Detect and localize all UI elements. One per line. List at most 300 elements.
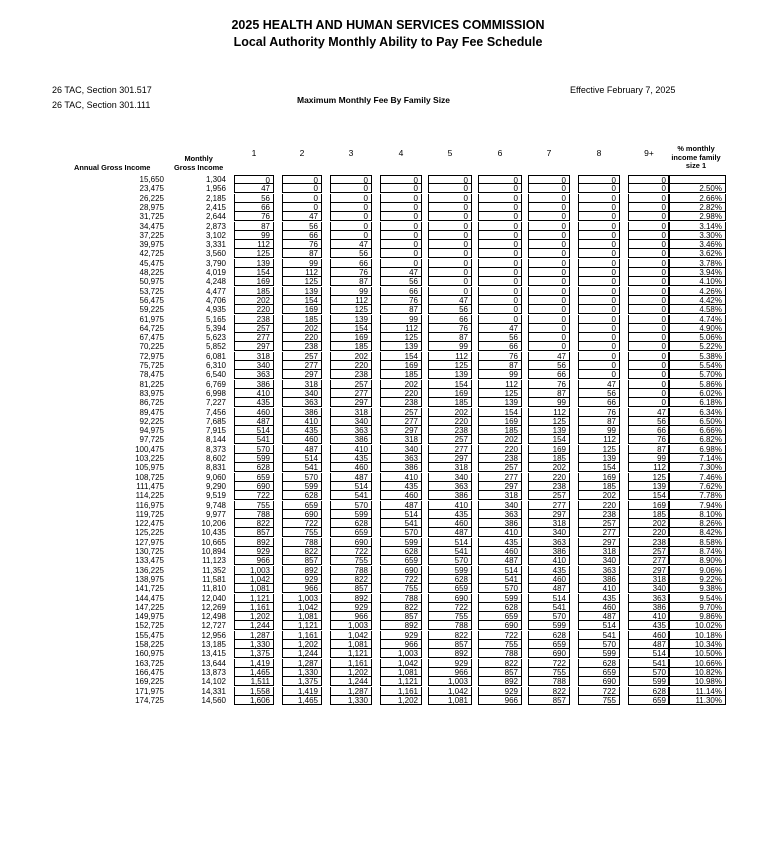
fee-cell-size-8: 599 — [578, 649, 620, 658]
fee-cell-size-2: 169 — [282, 305, 322, 314]
fee-cell-size-8: 0 — [578, 315, 620, 324]
monthly-income-cell: 1,304 — [205, 175, 226, 184]
fee-cell-size-2: 202 — [282, 324, 322, 333]
annual-income-cell: 160,975 — [135, 649, 164, 659]
fee-cell-size-7: 220 — [528, 473, 570, 482]
fee-cell-size-4: 185 — [380, 370, 422, 379]
fee-cell-size-6: 599 — [478, 594, 522, 603]
annual-income-cell: 23,475 — [139, 184, 164, 194]
percent-cell: 9.06% — [668, 566, 726, 575]
percent-cell: 5.86% — [668, 380, 726, 389]
fee-cell-size-6: 0 — [478, 175, 522, 184]
fee-cell-size-4: 139 — [380, 342, 422, 351]
fee-cell-size-4: 0 — [380, 203, 422, 212]
fee-cell-size-9: 47 — [628, 408, 670, 417]
fee-cell-size-4: 0 — [380, 249, 422, 258]
fee-cell-size-8: 0 — [578, 175, 620, 184]
fee-cell-size-7: 0 — [528, 287, 570, 296]
family-size-header-3: 3 — [348, 148, 354, 158]
fee-cell-size-3: 277 — [330, 389, 372, 398]
fee-cell-size-4: 125 — [380, 333, 422, 342]
fee-cell-size-4: 1,003 — [380, 649, 422, 658]
fee-cell-size-5: 76 — [428, 324, 472, 333]
fee-cell-size-2: 0 — [282, 184, 322, 193]
fee-cell-size-9: 139 — [628, 482, 670, 491]
fee-cell-size-7: 628 — [528, 631, 570, 640]
fee-cell-size-1: 56 — [234, 194, 274, 203]
fee-cell-size-5: 66 — [428, 315, 472, 324]
fee-cell-size-2: 460 — [282, 435, 322, 444]
fee-cell-size-6: 0 — [478, 287, 522, 296]
percent-cell: 2.50% — [668, 184, 726, 193]
fee-cell-size-6: 99 — [478, 370, 522, 379]
fee-cell-size-8: 112 — [578, 435, 620, 444]
table-row — [66, 259, 746, 268]
fee-cell-size-1: 1,511 — [234, 677, 274, 686]
percent-cell: 11.30% — [668, 696, 726, 705]
fee-cell-size-1: 541 — [234, 435, 274, 444]
fee-cell-size-9: 0 — [628, 380, 670, 389]
table-row — [66, 361, 746, 370]
fee-cell-size-9: 514 — [628, 649, 670, 658]
monthly-income-cell: 8,831 — [205, 463, 226, 473]
fee-cell-size-3: 487 — [330, 473, 372, 482]
fee-cell-size-9: 0 — [628, 305, 670, 314]
fee-cell-size-8: 76 — [578, 408, 620, 417]
fee-cell-size-4: 628 — [380, 547, 422, 556]
fee-cell-size-5: 169 — [428, 389, 472, 398]
monthly-income-cell: 9,290 — [205, 481, 226, 491]
fee-cell-size-6: 722 — [478, 631, 522, 640]
percent-cell: 10.18% — [668, 631, 726, 640]
annual-income-cell: 34,475 — [139, 221, 164, 231]
table-row — [66, 231, 746, 240]
fee-cell-size-1: 99 — [234, 231, 274, 240]
fee-cell-size-6: 628 — [478, 603, 522, 612]
annual-income-header: Annual Gross Income — [74, 163, 151, 172]
monthly-income-cell: 2,873 — [205, 221, 226, 231]
fee-cell-size-7: 386 — [528, 547, 570, 556]
table-row — [66, 631, 746, 640]
annual-income-cell: 42,725 — [139, 249, 164, 259]
fee-cell-size-3: 154 — [330, 324, 372, 333]
fee-cell-size-2: 125 — [282, 277, 322, 286]
annual-income-cell: 114,225 — [135, 491, 164, 501]
percent-cell: 8.74% — [668, 547, 726, 556]
fee-cell-size-9: 0 — [628, 296, 670, 305]
fee-cell-size-2: 238 — [282, 342, 322, 351]
table-row — [66, 575, 746, 584]
fee-cell-size-8: 318 — [578, 547, 620, 556]
fee-cell-size-3: 99 — [330, 287, 372, 296]
fee-cell-size-3: 570 — [330, 501, 372, 510]
fee-cell-size-2: 340 — [282, 389, 322, 398]
monthly-income-cell: 7,456 — [205, 407, 226, 417]
fee-cell-size-1: 139 — [234, 259, 274, 268]
fee-cell-size-8: 0 — [578, 212, 620, 221]
table-row — [66, 519, 746, 528]
monthly-income-header — [174, 155, 223, 172]
family-size-header-5: 5 — [447, 148, 453, 158]
fee-cell-size-5: 277 — [428, 445, 472, 454]
fee-cell-size-4: 257 — [380, 408, 422, 417]
percent-cell: 6.98% — [668, 445, 726, 454]
percent-cell: 7.94% — [668, 501, 726, 510]
percent-cell: 8.42% — [668, 528, 726, 537]
fee-cell-size-1: 857 — [234, 528, 274, 537]
fee-cell-size-9: 0 — [628, 222, 670, 231]
fee-cell-size-3: 76 — [330, 268, 372, 277]
fee-cell-size-1: 822 — [234, 519, 274, 528]
annual-income-cell: 169,225 — [135, 677, 164, 687]
fee-cell-size-5: 487 — [428, 528, 472, 537]
fee-cell-size-2: 257 — [282, 352, 322, 361]
monthly-income-cell: 5,394 — [205, 323, 226, 333]
table-row — [66, 426, 746, 435]
fee-cell-size-5: 435 — [428, 510, 472, 519]
annual-income-cell: 59,225 — [139, 305, 164, 315]
monthly-income-cell: 11,123 — [202, 556, 226, 566]
fee-cell-size-1: 755 — [234, 501, 274, 510]
fee-cell-size-9: 0 — [628, 315, 670, 324]
fee-cell-size-1: 1,081 — [234, 584, 274, 593]
fee-cell-size-3: 929 — [330, 603, 372, 612]
fee-cell-size-7: 47 — [528, 352, 570, 361]
fee-cell-size-1: 1,558 — [234, 687, 274, 696]
monthly-income-cell: 5,165 — [205, 314, 226, 324]
fee-cell-size-6: 87 — [478, 361, 522, 370]
fee-cell-size-7: 0 — [528, 296, 570, 305]
fee-cell-size-9: 87 — [628, 445, 670, 454]
fee-cell-size-9: 0 — [628, 352, 670, 361]
fee-cell-size-1: 220 — [234, 305, 274, 314]
fee-cell-size-7: 0 — [528, 203, 570, 212]
monthly-income-cell: 2,415 — [205, 202, 226, 212]
annual-income-cell: 53,725 — [139, 286, 164, 296]
annual-income-cell: 86,725 — [139, 398, 164, 408]
fee-cell-size-3: 257 — [330, 380, 372, 389]
table-row — [66, 584, 746, 593]
fee-cell-size-4: 659 — [380, 556, 422, 565]
fee-cell-size-8: 570 — [578, 640, 620, 649]
fee-cell-size-7: 340 — [528, 528, 570, 537]
fee-cell-size-9: 0 — [628, 277, 670, 286]
fee-cell-size-1: 297 — [234, 342, 274, 351]
fee-cell-size-4: 112 — [380, 324, 422, 333]
fee-cell-size-7: 99 — [528, 398, 570, 407]
fee-cell-size-4: 1,202 — [380, 696, 422, 705]
percent-cell — [668, 175, 726, 184]
fee-cell-size-8: 169 — [578, 473, 620, 482]
fee-cell-size-1: 1,375 — [234, 649, 274, 658]
fee-cell-size-8: 722 — [578, 687, 620, 696]
annual-income-cell: 127,975 — [135, 537, 164, 547]
fee-cell-size-9: 238 — [628, 538, 670, 547]
fee-cell-size-1: 257 — [234, 324, 274, 333]
monthly-income-cell: 10,435 — [201, 528, 226, 538]
fee-cell-size-9: 0 — [628, 194, 670, 203]
annual-income-cell: 174,725 — [135, 695, 164, 705]
fee-cell-size-2: 363 — [282, 398, 322, 407]
fee-cell-size-9: 410 — [628, 612, 670, 621]
fee-cell-size-5: 0 — [428, 240, 472, 249]
fee-cell-size-7: 857 — [528, 696, 570, 705]
fee-cell-size-5: 857 — [428, 640, 472, 649]
percent-cell: 10.50% — [668, 649, 726, 658]
fee-cell-size-7: 460 — [528, 575, 570, 584]
annual-income-cell: 100,475 — [135, 444, 164, 454]
fee-cell-size-2: 47 — [282, 212, 322, 221]
fee-cell-size-8: 628 — [578, 659, 620, 668]
fee-cell-size-1: 1,419 — [234, 659, 274, 668]
fee-cell-size-8: 0 — [578, 194, 620, 203]
fee-cell-size-7: 0 — [528, 249, 570, 258]
fee-cell-size-1: 599 — [234, 454, 274, 463]
fee-cell-size-6: 277 — [478, 473, 522, 482]
fee-cell-size-5: 99 — [428, 342, 472, 351]
fee-cell-size-5: 154 — [428, 380, 472, 389]
fee-cell-size-9: 0 — [628, 240, 670, 249]
fee-cell-size-2: 0 — [282, 203, 322, 212]
fee-cell-size-7: 755 — [528, 668, 570, 677]
fee-cell-size-7: 487 — [528, 584, 570, 593]
family-size-header-9: 9+ — [644, 148, 654, 158]
fee-cell-size-4: 722 — [380, 575, 422, 584]
fee-cell-size-1: 154 — [234, 268, 274, 277]
fee-cell-size-3: 1,042 — [330, 631, 372, 640]
fee-cell-size-4: 514 — [380, 510, 422, 519]
percent-cell: 9.54% — [668, 594, 726, 603]
percent-cell: 5.70% — [668, 370, 726, 379]
fee-cell-size-5: 0 — [428, 249, 472, 258]
annual-income-cell: 94,975 — [139, 426, 164, 436]
fee-cell-size-4: 0 — [380, 194, 422, 203]
fee-cell-size-8: 690 — [578, 677, 620, 686]
fee-cell-size-6: 0 — [478, 277, 522, 286]
fee-cell-size-2: 822 — [282, 547, 322, 556]
annual-income-cell: 171,975 — [135, 686, 164, 696]
table-row — [66, 594, 746, 603]
annual-income-cell: 83,975 — [139, 388, 164, 398]
fee-cell-size-6: 822 — [478, 659, 522, 668]
table-row — [66, 435, 746, 444]
fee-cell-size-8: 257 — [578, 519, 620, 528]
percent-cell: 6.18% — [668, 398, 726, 407]
fee-cell-size-1: 202 — [234, 296, 274, 305]
monthly-income-cell: 9,977 — [205, 509, 226, 519]
percent-income-header-line3: size 1 — [685, 161, 707, 171]
monthly-income-cell: 13,644 — [201, 658, 226, 668]
fee-cell-size-1: 929 — [234, 547, 274, 556]
fee-cell-size-7: 0 — [528, 222, 570, 231]
fee-cell-size-5: 822 — [428, 631, 472, 640]
percent-cell: 7.78% — [668, 491, 726, 500]
fee-cell-size-9: 257 — [628, 547, 670, 556]
fee-cell-size-7: 822 — [528, 687, 570, 696]
monthly-income-cell: 9,060 — [205, 472, 226, 482]
fee-cell-size-1: 1,121 — [234, 594, 274, 603]
monthly-income-cell: 7,227 — [205, 398, 226, 408]
table-row — [66, 324, 746, 333]
fee-cell-size-9: 0 — [628, 231, 670, 240]
fee-cell-size-5: 1,081 — [428, 696, 472, 705]
percent-income-header-line2: income family — [671, 152, 721, 162]
percent-cell: 10.98% — [668, 677, 726, 686]
fee-cell-size-7: 87 — [528, 389, 570, 398]
fee-cell-size-7: 0 — [528, 277, 570, 286]
monthly-income-cell: 12,956 — [201, 630, 226, 640]
monthly-income-cell: 6,769 — [205, 379, 226, 389]
table-row — [66, 621, 746, 630]
fee-cell-size-7: 0 — [528, 315, 570, 324]
fee-cell-size-2: 87 — [282, 249, 322, 258]
fee-cell-size-5: 690 — [428, 594, 472, 603]
monthly-income-cell: 10,894 — [201, 547, 226, 556]
table-row — [66, 603, 746, 612]
fee-cell-size-9: 318 — [628, 575, 670, 584]
fee-cell-size-1: 722 — [234, 491, 274, 500]
monthly-income-cell: 12,040 — [201, 593, 226, 603]
table-row — [66, 380, 746, 389]
fee-cell-size-4: 0 — [380, 175, 422, 184]
fee-cell-size-7: 0 — [528, 333, 570, 342]
table-row — [66, 538, 746, 547]
monthly-income-cell: 8,144 — [205, 435, 226, 445]
fee-cell-size-1: 514 — [234, 426, 274, 435]
fee-cell-size-2: 66 — [282, 231, 322, 240]
fee-cell-size-2: 929 — [282, 575, 322, 584]
fee-cell-size-7: 599 — [528, 621, 570, 630]
annual-income-cell: 75,725 — [139, 361, 164, 370]
percent-cell: 8.90% — [668, 556, 726, 565]
fee-cell-size-2: 628 — [282, 491, 322, 500]
annual-income-cell: 152,725 — [135, 621, 164, 631]
fee-cell-size-6: 0 — [478, 315, 522, 324]
fee-cell-size-4: 599 — [380, 538, 422, 547]
fee-cell-size-4: 435 — [380, 482, 422, 491]
percent-cell: 4.74% — [668, 315, 726, 324]
fee-cell-size-4: 66 — [380, 287, 422, 296]
fee-cell-size-2: 1,081 — [282, 612, 322, 621]
fee-cell-size-2: 76 — [282, 240, 322, 249]
percent-cell: 4.90% — [668, 324, 726, 333]
percent-cell: 4.26% — [668, 287, 726, 296]
fee-cell-size-3: 659 — [330, 528, 372, 537]
fee-cell-size-8: 238 — [578, 510, 620, 519]
annual-income-cell: 147,225 — [135, 602, 164, 612]
fee-cell-size-4: 0 — [380, 231, 422, 240]
fee-cell-size-3: 410 — [330, 445, 372, 454]
fee-cell-size-1: 410 — [234, 389, 274, 398]
fee-cell-size-8: 514 — [578, 621, 620, 630]
fee-cell-size-7: 0 — [528, 324, 570, 333]
annual-income-cell: 111,475 — [136, 481, 164, 491]
fee-cell-size-6: 570 — [478, 584, 522, 593]
annual-income-cell: 67,475 — [139, 333, 164, 343]
fee-cell-size-9: 0 — [628, 249, 670, 258]
monthly-income-cell: 4,935 — [205, 305, 226, 315]
fee-cell-size-4: 857 — [380, 612, 422, 621]
fee-cell-size-3: 87 — [330, 277, 372, 286]
fee-cell-size-4: 363 — [380, 454, 422, 463]
table-row — [66, 482, 746, 491]
fee-cell-size-2: 599 — [282, 482, 322, 491]
monthly-income-cell: 1,956 — [205, 184, 226, 194]
fee-cell-size-6: 0 — [478, 203, 522, 212]
fee-cell-size-6: 0 — [478, 259, 522, 268]
monthly-income-cell: 14,331 — [201, 686, 226, 696]
monthly-income-cell: 14,102 — [201, 677, 226, 687]
fee-cell-size-1: 0 — [234, 175, 274, 184]
percent-cell: 5.54% — [668, 361, 726, 370]
fee-cell-size-7: 0 — [528, 194, 570, 203]
fee-cell-size-1: 1,244 — [234, 621, 274, 630]
percent-cell: 10.34% — [668, 640, 726, 649]
fee-cell-size-2: 154 — [282, 296, 322, 305]
table-row — [66, 287, 746, 296]
percent-cell: 6.34% — [668, 408, 726, 417]
fee-cell-size-4: 822 — [380, 603, 422, 612]
fee-cell-size-3: 0 — [330, 203, 372, 212]
fee-cell-size-2: 788 — [282, 538, 322, 547]
fee-cell-size-3: 0 — [330, 194, 372, 203]
fee-cell-size-4: 47 — [380, 268, 422, 277]
fee-cell-size-2: 0 — [282, 194, 322, 203]
fee-cell-size-6: 56 — [478, 333, 522, 342]
fee-cell-size-4: 76 — [380, 296, 422, 305]
fee-cell-size-1: 460 — [234, 408, 274, 417]
fee-cell-size-9: 460 — [628, 631, 670, 640]
fee-cell-size-8: 66 — [578, 398, 620, 407]
fee-cell-size-9: 340 — [628, 584, 670, 593]
annual-income-cell: 103,225 — [135, 454, 164, 463]
fee-cell-size-5: 0 — [428, 175, 472, 184]
fee-cell-size-7: 0 — [528, 342, 570, 351]
fee-cell-size-8: 659 — [578, 668, 620, 677]
fee-cell-size-8: 202 — [578, 491, 620, 500]
fee-cell-size-2: 297 — [282, 370, 322, 379]
fee-cell-size-8: 0 — [578, 305, 620, 314]
percent-cell: 7.62% — [668, 482, 726, 491]
table-row — [66, 501, 746, 510]
fee-cell-size-3: 220 — [330, 361, 372, 370]
fee-cell-size-1: 1,465 — [234, 668, 274, 677]
fee-cell-size-5: 202 — [428, 408, 472, 417]
fee-cell-size-9: 0 — [628, 287, 670, 296]
fee-cell-size-9: 487 — [628, 640, 670, 649]
percent-cell: 8.26% — [668, 519, 726, 528]
monthly-income-cell: 11,581 — [202, 574, 226, 584]
fee-cell-size-1: 112 — [234, 240, 274, 249]
table-row — [66, 491, 746, 500]
monthly-income-cell: 13,415 — [201, 649, 226, 659]
fee-cell-size-8: 99 — [578, 426, 620, 435]
fee-cell-size-5: 318 — [428, 463, 472, 472]
fee-cell-size-4: 202 — [380, 380, 422, 389]
fee-cell-size-8: 56 — [578, 389, 620, 398]
annual-income-cell: 48,225 — [139, 268, 164, 277]
table-row — [66, 333, 746, 342]
percent-cell: 9.70% — [668, 603, 726, 612]
fee-cell-size-4: 1,121 — [380, 677, 422, 686]
monthly-income-cell: 7,685 — [205, 416, 226, 426]
fee-cell-size-7: 139 — [528, 426, 570, 435]
percent-cell: 8.10% — [668, 510, 726, 519]
annual-income-cell: 39,975 — [139, 240, 164, 250]
fee-cell-size-9: 220 — [628, 528, 670, 537]
table-row — [66, 296, 746, 305]
fee-cell-size-9: 0 — [628, 212, 670, 221]
